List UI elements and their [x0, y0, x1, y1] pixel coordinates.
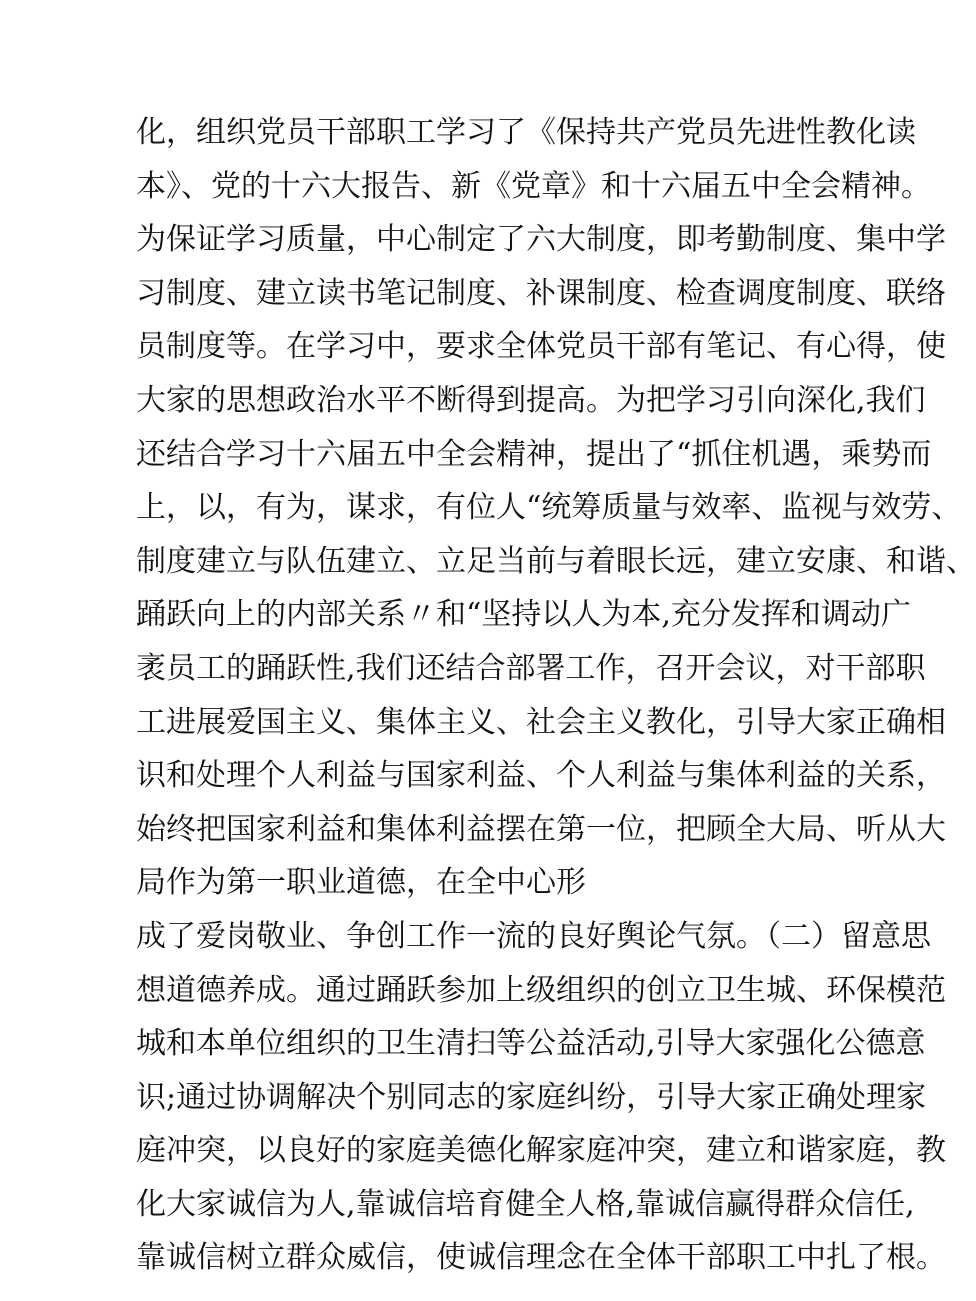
- text-line: 大家的思想政治水平不断得到提高。为把学习引向深化,我们: [136, 382, 926, 418]
- text-line: 靠诚信树立群众威信，使诚信理念在全体干部职工中扎了根。: [136, 1240, 946, 1276]
- text-line: 还结合学习十六届五中全会精神，提出了“抓住机遇，乘势而: [136, 436, 932, 472]
- text-line: 本》、党的十六大报告、新《党章》和十六届五中全会精神。: [136, 168, 931, 204]
- text-line: 成了爱岗敬业、争创工作一流的良好舆论气氛。（二）留意思: [136, 918, 931, 954]
- text-line: 员制度等。在学习中，要求全体党员干部有笔记、有心得，使: [136, 329, 946, 365]
- text-line: 袤员工的踊跃性,我们还结合部署工作，召开会议，对干部职: [136, 650, 926, 686]
- text-line: 城和本单位组织的卫生清扫等公益活动,引导大家强化公德意: [136, 1026, 926, 1062]
- text-line: 化，组织党员干部职工学习了《保持共产党员先进性教化读: [136, 115, 916, 150]
- text-line: 踊跃向上的内部关系〃和“坚持以人为本,充分发挥和调动广: [136, 597, 911, 633]
- text-line: 识和处理个人利益与国家利益、个人利益与集体利益的关系，: [136, 758, 946, 794]
- text-line: 局作为第一职业道德，在全中心形: [136, 865, 586, 901]
- text-line: 习制度、建立读书笔记制度、补课制度、检查调度制度、联络: [136, 275, 946, 311]
- text-line: 想道德养成。通过踊跃参加上级组织的创立卫生城、环保模范: [136, 972, 946, 1008]
- text-line: 化大家诚信为人,靠诚信培育健全人格,靠诚信赢得群众信任,: [136, 1186, 915, 1222]
- text-line: 上，以，有为，谋求，有位人“统筹质量与效率、监视与效劳、: [136, 490, 962, 526]
- text-line: 工进展爱国主义、集体主义、社会主义教化，引导大家正确相: [136, 704, 946, 740]
- text-line: 为保证学习质量，中心制定了六大制度，即考勤制度、集中学: [136, 222, 946, 258]
- text-line: 庭冲突，以良好的家庭美德化解家庭冲突，建立和谐家庭，教: [136, 1133, 946, 1169]
- text-line: 始终把国家利益和集体利益摆在第一位，把顾全大局、听从大: [136, 811, 946, 847]
- text-line: 制度建立与队伍建立、立足当前与着眼长远，建立安康、和谐、: [136, 543, 976, 579]
- body-text: [136, 106, 976, 1285]
- text-line: 识;通过协调解决个别同志的家庭纠纷，引导大家正确处理家: [136, 1079, 927, 1115]
